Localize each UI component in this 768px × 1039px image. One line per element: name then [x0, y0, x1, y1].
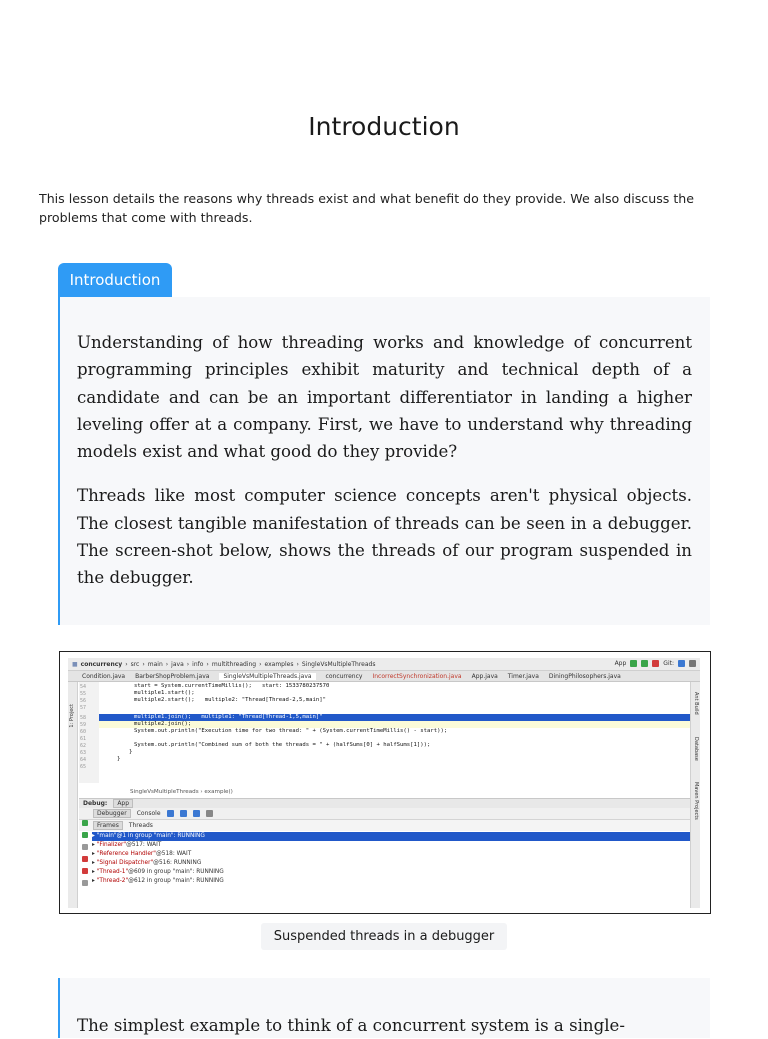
- breadcrumb-item: info: [192, 660, 204, 668]
- method-breadcrumb[interactable]: SingleVsMultipleThreads › example(): [130, 789, 233, 795]
- thread-row[interactable]: ▸ "Finalizer"@517: WAIT: [92, 842, 162, 848]
- ant-build-label: Ant Build: [693, 692, 699, 715]
- screenshot-caption: Suspended threads in a debugger: [261, 923, 507, 950]
- ide-breadcrumb: ■ concurrency › src › main › java › info › multithreading › examples › SingleVsMultipleThreads App Git:: [68, 658, 700, 671]
- stop-debug-icon[interactable]: [82, 856, 88, 862]
- next-section-panel: [58, 978, 710, 1038]
- debug-toolwindow-header: [79, 798, 690, 808]
- commit-icon[interactable]: [678, 660, 685, 667]
- breadcrumb-item: multithreading: [211, 660, 257, 668]
- thread-name: "Thread-1": [96, 869, 129, 875]
- line-number: 54: [80, 684, 87, 690]
- editor-tab[interactable]: BarberShopProblem.java: [135, 672, 210, 680]
- line-number: 62: [80, 743, 87, 749]
- page-title: Introduction: [308, 112, 460, 141]
- code-line: }: [117, 756, 121, 762]
- step-over-icon[interactable]: [167, 810, 174, 817]
- thread-row[interactable]: ▸ "Thread-2"@612 in group "main": RUNNING: [92, 878, 224, 884]
- thread-name: "Reference Handler": [96, 851, 156, 857]
- view-breakpoints-icon[interactable]: [82, 868, 88, 874]
- paragraph-3: The simplest example to think of a concurrent system is a single-: [77, 1016, 625, 1035]
- mute-breakpoints-icon[interactable]: [82, 880, 88, 886]
- editor-tab[interactable]: DiningPhilosophers.java: [548, 672, 621, 680]
- thread-name: "Finalizer": [96, 842, 127, 848]
- lesson-summary: This lesson details the reasons why threads exist and what benefit do they provide. We also discuss the problems that come with threads.: [39, 191, 694, 225]
- step-into-icon[interactable]: [180, 810, 187, 817]
- stop-icon[interactable]: [652, 660, 659, 667]
- code-editor[interactable]: [79, 682, 690, 783]
- code-line: start = System.currentTimeMillis(); start: 1533780237570: [134, 683, 330, 689]
- threads-tab[interactable]: Threads: [128, 822, 153, 829]
- debug-side-actions: [80, 820, 90, 892]
- line-number: 65: [80, 764, 87, 770]
- line-number: 63: [80, 750, 87, 756]
- database-label: Database: [693, 737, 699, 761]
- line-number: 56: [80, 698, 87, 704]
- code-line: System.out.println("Combined sum of both the threads = " + (halfSums[0] + halfSums[1]));: [134, 742, 431, 748]
- evaluate-icon[interactable]: [206, 810, 213, 817]
- breadcrumb-item: examples: [264, 660, 294, 668]
- folder-icon: ■: [72, 660, 78, 668]
- introduction-panel: [58, 297, 710, 625]
- debug-icon[interactable]: [641, 660, 648, 667]
- debugger-tab[interactable]: Debugger: [93, 809, 131, 818]
- line-number: 60: [80, 729, 87, 735]
- resume-icon[interactable]: [82, 832, 88, 838]
- tab-introduction[interactable]: Introduction: [58, 263, 172, 297]
- debug-config-tab[interactable]: App: [113, 799, 133, 808]
- breadcrumb-item: java: [171, 660, 184, 668]
- thread-row[interactable]: ▸ "Thread-1"@609 in group "main": RUNNING: [92, 869, 224, 875]
- thread-name: "main": [96, 833, 117, 839]
- breadcrumb-item: concurrency: [80, 660, 123, 668]
- thread-status: @516: RUNNING: [153, 860, 202, 866]
- breadcrumb-item: main: [147, 660, 163, 668]
- thread-row[interactable]: ▸ "Reference Handler"@518: WAIT: [92, 851, 192, 857]
- thread-name: "Thread-2": [96, 878, 129, 884]
- git-label: Git:: [663, 660, 674, 667]
- line-number: 61: [80, 736, 87, 742]
- thread-status: @517: WAIT: [126, 842, 162, 848]
- maven-label: Maven Projects: [693, 782, 699, 820]
- frames-threads-tabs: [79, 820, 690, 831]
- breadcrumb-item: src: [130, 660, 140, 668]
- debug-tabs: [79, 808, 690, 820]
- code-line: multiple2.start(); multiple2: "Thread[Thread-2,5,main]": [134, 697, 326, 703]
- search-icon[interactable]: [689, 660, 696, 667]
- thread-status: @609 in group "main": RUNNING: [128, 869, 224, 875]
- breadcrumb-item: SingleVsMultipleThreads: [301, 660, 376, 668]
- thread-status: @612 in group "main": RUNNING: [128, 878, 224, 884]
- code-line: multiple1.start();: [134, 690, 195, 696]
- ide-window: [68, 658, 700, 908]
- editor-tabs: [68, 671, 700, 682]
- paragraph-2: Threads like most computer science concepts aren't physical objects. The closest tangible manifestation of threads can be seen in a debugger. The screen-shot below, shows the threads of our program suspended in the debugger.: [77, 486, 692, 588]
- thread-row[interactable]: ▸ "main"@1 in group "main": RUNNING: [92, 832, 690, 841]
- editor-tab[interactable]: IncorrectSynchronization.java: [372, 672, 462, 680]
- thread-status: @518: WAIT: [155, 851, 192, 857]
- line-number: 64: [80, 757, 87, 763]
- paragraph-1: Understanding of how threading works and knowledge of concurrent programming principles exhibit maturity and technical depth of a candidate and can be an important differentiator in landing a higher leveling offer at a company. First, we have to understand why threading models exist and what good do they provide?: [77, 333, 692, 462]
- debug-label: Debug:: [83, 800, 108, 807]
- code-line: System.out.println("Execution time for two thread: " + (System.currentTimeMillis() - start));: [134, 728, 448, 734]
- rerun-icon[interactable]: [82, 820, 88, 826]
- step-out-icon[interactable]: [193, 810, 200, 817]
- line-number: 59: [80, 722, 87, 728]
- project-label: 1: Project: [69, 704, 75, 728]
- project-sidebar[interactable]: [68, 682, 78, 908]
- code-line: }: [129, 749, 133, 755]
- thread-name: "Signal Dispatcher": [96, 860, 154, 866]
- line-number: 57: [80, 705, 87, 711]
- thread-status: @1 in group "main": RUNNING: [116, 833, 205, 839]
- pause-icon[interactable]: [82, 844, 88, 850]
- editor-tab[interactable]: Condition.java: [82, 672, 126, 680]
- ide-toolbar: [615, 660, 696, 667]
- editor-tab[interactable]: Timer.java: [507, 672, 539, 680]
- tool-sidebar[interactable]: [690, 682, 700, 908]
- thread-row[interactable]: ▸ "Signal Dispatcher"@516: RUNNING: [92, 860, 202, 866]
- run-config[interactable]: App: [614, 660, 627, 667]
- code-line: multiple1.join(); multiple1: "Thread[Thread-1,5,main]": [134, 714, 323, 720]
- line-number: 58: [80, 715, 87, 721]
- debugger-screenshot: [59, 651, 711, 914]
- frames-tab[interactable]: Frames: [93, 821, 123, 830]
- editor-tab[interactable]: concurrency: [325, 672, 363, 680]
- editor-tab-active[interactable]: SingleVsMultipleThreads.java: [219, 673, 315, 680]
- run-icon[interactable]: [630, 660, 637, 667]
- editor-tab[interactable]: App.java: [471, 672, 498, 680]
- console-tab[interactable]: Console: [136, 810, 161, 817]
- code-line: multiple2.join();: [134, 721, 192, 727]
- line-number: 55: [80, 691, 87, 697]
